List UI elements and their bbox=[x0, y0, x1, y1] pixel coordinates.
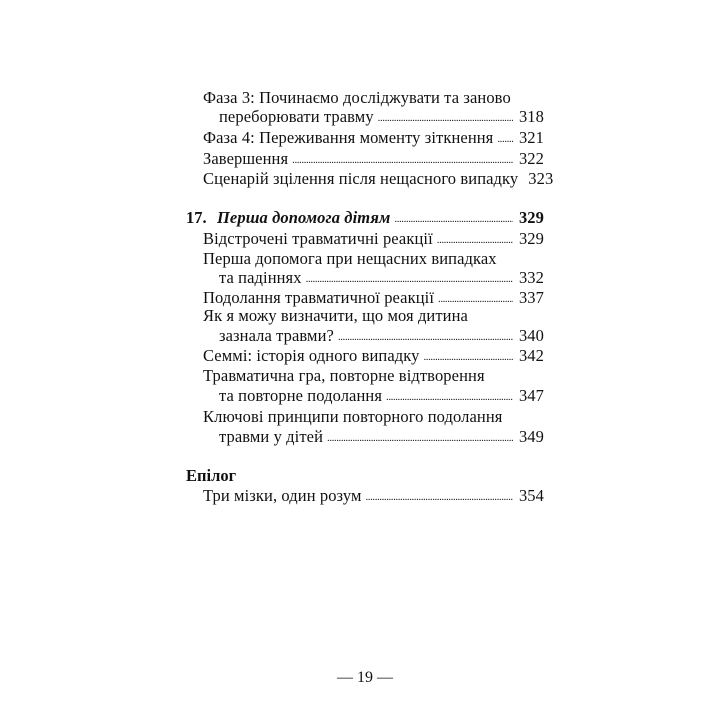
toc-entry bbox=[219, 386, 544, 406]
leader-dots bbox=[424, 347, 513, 367]
toc-entry bbox=[219, 427, 544, 447]
toc-entry bbox=[203, 306, 544, 326]
toc-page-number: 321 bbox=[518, 128, 544, 147]
toc-entry bbox=[219, 268, 544, 288]
toc-entry-text: Семмі: історія одного випадку bbox=[203, 346, 420, 365]
epilogue-heading: Епілог bbox=[186, 466, 237, 485]
toc-page-number: 322 bbox=[518, 149, 544, 168]
toc-page-number: 318 bbox=[518, 107, 544, 126]
toc-entry bbox=[219, 107, 544, 127]
toc-entry-text: Сценарій зцілення після нещасного випадку bbox=[203, 169, 519, 188]
page-number-footer: — 19 — bbox=[337, 669, 393, 686]
toc-page-number: 337 bbox=[518, 288, 544, 307]
leader-dots bbox=[378, 108, 513, 128]
toc-entry-text: Подолання травматичної реакції bbox=[203, 288, 435, 307]
toc-entry-text: та падіннях bbox=[219, 268, 302, 287]
toc-page-number: 323 bbox=[528, 169, 554, 188]
toc-page-number: 347 bbox=[518, 386, 544, 405]
leader-dots bbox=[437, 230, 513, 250]
toc-entry-text: Три мізки, один розум bbox=[203, 486, 362, 505]
toc-entry bbox=[203, 366, 544, 386]
leader-dots bbox=[386, 387, 513, 407]
toc-entry bbox=[203, 407, 544, 427]
toc-entry-text: Як я можу визначити, що моя дитина bbox=[203, 306, 468, 325]
toc-entry-text: Ключові принципи повторного подолання bbox=[203, 407, 503, 426]
toc-entry-text: Перша допомога при нещасних випадках bbox=[203, 249, 497, 268]
leader-dots bbox=[394, 209, 513, 229]
toc-entry bbox=[203, 486, 544, 506]
toc-entry bbox=[203, 288, 544, 308]
toc-entry bbox=[203, 229, 544, 249]
leader-dots bbox=[306, 269, 513, 289]
toc-page-number: 329 bbox=[518, 229, 544, 248]
toc-entry bbox=[203, 128, 544, 148]
toc-page-number: 342 bbox=[518, 346, 544, 365]
toc-entry bbox=[203, 346, 544, 366]
leader-dots bbox=[366, 487, 513, 507]
toc-entry-text: Завершення bbox=[203, 149, 289, 168]
toc-entry bbox=[203, 88, 543, 108]
toc-entry bbox=[219, 326, 544, 346]
toc-entry-text: травми у дітей bbox=[219, 427, 324, 446]
toc-entry-text: зазнала травми? bbox=[219, 326, 334, 345]
chapter-title: Перша допомога дітям bbox=[217, 208, 391, 227]
leader-dots bbox=[497, 129, 513, 149]
toc-page-number: 340 bbox=[518, 326, 544, 345]
toc-entry-text: Фаза 4: Переживання моменту зіткнення bbox=[203, 128, 494, 147]
toc-entry bbox=[203, 249, 544, 269]
leader-dots bbox=[338, 327, 513, 347]
toc-page-number: 354 bbox=[518, 486, 544, 505]
leader-dots bbox=[327, 428, 513, 448]
toc-entry-text: та повторне подолання bbox=[219, 386, 383, 405]
toc-entry-text: переборювати травму bbox=[219, 107, 374, 126]
chapter-heading bbox=[217, 208, 544, 228]
leader-dots bbox=[292, 150, 513, 170]
toc-entry-text: Відстрочені травматичні реакції bbox=[203, 229, 433, 248]
toc-entry-text: Травматична гра, повторне відтворення bbox=[203, 366, 485, 385]
toc-page-number: 332 bbox=[518, 268, 544, 287]
toc-entry bbox=[203, 169, 554, 189]
chapter-page-number: 329 bbox=[518, 208, 544, 227]
toc-page-number: 349 bbox=[518, 427, 544, 446]
toc-entry bbox=[203, 149, 544, 169]
chapter-number: 17. bbox=[186, 208, 207, 227]
toc-entry-text: Фаза 3: Починаємо досліджувати та заново bbox=[203, 88, 511, 107]
